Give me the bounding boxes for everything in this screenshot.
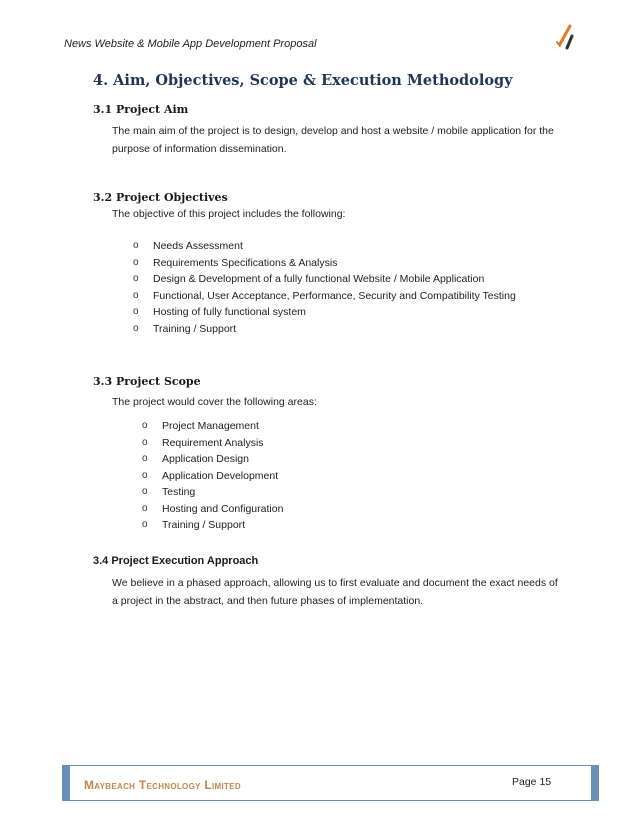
bullet-icon: o: [142, 519, 148, 530]
objectives-heading: 3.2 Project Objectives: [93, 191, 228, 204]
aim-heading: 3.1 Project Aim: [93, 103, 189, 116]
list-item: o Needs Assessment: [153, 238, 516, 255]
list-item: o Application Design: [162, 451, 283, 468]
list-item: o Training / Support: [162, 517, 283, 534]
approach-text-line: a project in the abstract, and then future phases of implementation.: [112, 595, 424, 607]
bullet-icon: o: [142, 502, 148, 514]
company-name: Maybeach Technology Limited: [84, 778, 241, 792]
approach-paragraph: [112, 574, 572, 610]
aim-text-line: The main aim of the project is to design, develop and host a website / mobile application for the: [112, 125, 554, 137]
list-item: o Requirement Analysis: [162, 435, 283, 452]
bullet-icon: o: [142, 486, 148, 497]
list-item: o Hosting and Configuration: [162, 501, 283, 518]
footer-left-bar: [62, 765, 70, 801]
list-item: o Hosting of fully functional system: [153, 304, 516, 321]
document-header-title: News Website & Mobile App Development Proposal: [64, 38, 317, 50]
bullet-icon: o: [142, 469, 148, 481]
bullet-icon: o: [133, 322, 139, 334]
objectives-intro: The objective of this project includes the following:: [112, 208, 346, 220]
bullet-icon: o: [133, 273, 139, 284]
aim-paragraph: [112, 122, 572, 158]
bullet-icon: o: [133, 289, 139, 301]
list-item: o Testing: [162, 484, 283, 501]
list-item: o Application Development: [162, 468, 283, 485]
scope-heading: 3.3 Project Scope: [93, 375, 201, 388]
objectives-list: [133, 238, 516, 337]
bullet-icon: o: [142, 453, 148, 464]
bullet-icon: o: [142, 436, 148, 448]
list-item: o Functional, User Acceptance, Performance, Security and Compatibility Testing: [153, 288, 516, 305]
list-item: o Design & Development of a fully functional Website / Mobile Application: [153, 271, 516, 288]
bullet-icon: o: [142, 420, 148, 431]
aim-text-line: purpose of information dissemination.: [112, 143, 287, 155]
list-item: o Project Management: [162, 418, 283, 435]
approach-heading: 3.4 Project Execution Approach: [93, 555, 259, 567]
approach-text-line: We believe in a phased approach, allowing us to first evaluate and document the exact needs of: [112, 577, 558, 589]
bullet-icon: o: [133, 256, 139, 268]
company-logo-icon: [550, 24, 578, 52]
section-heading: 4. Aim, Objectives, Scope & Execution Methodology: [93, 72, 513, 89]
bullet-icon: o: [133, 240, 139, 251]
bullet-icon: o: [133, 306, 139, 317]
footer-right-bar: [591, 765, 599, 801]
scope-intro: The project would cover the following areas:: [112, 396, 317, 408]
list-item: o Requirements Specifications & Analysis: [153, 255, 516, 272]
scope-list: [142, 418, 284, 534]
list-item: o Training / Support: [153, 321, 516, 338]
page-number: Page 15: [512, 776, 552, 788]
